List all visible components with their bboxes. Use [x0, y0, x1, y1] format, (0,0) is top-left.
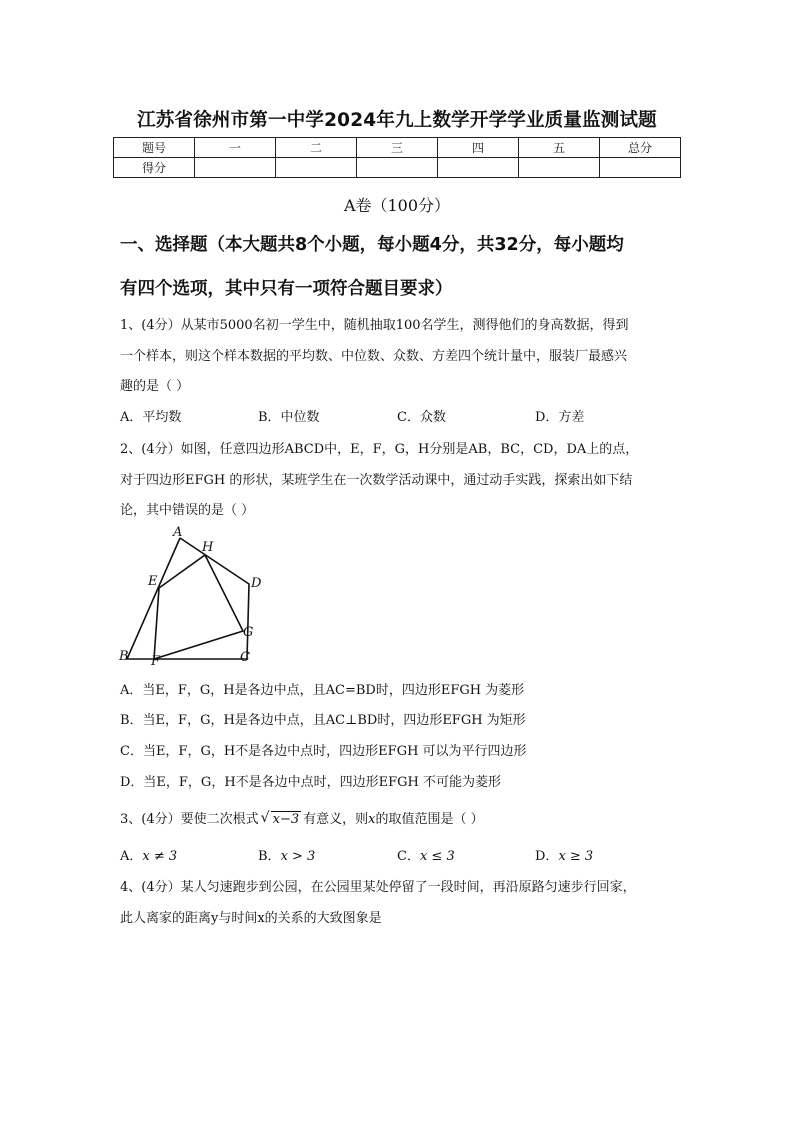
- q1-text-line2: 一个样本，则这个样本数据的平均数、中位数、众数、方差四个统计量中，服装厂最感兴: [120, 349, 628, 364]
- q1-option-d: D．方差: [535, 410, 585, 425]
- q4-text-line1: 4、(4分）某人匀速跑步到公园，在公园里某处停留了一段时间，再沿原路匀速步行回家，: [120, 880, 636, 895]
- score-header-cell: 四: [438, 138, 519, 158]
- q3-suffix-b: 的取值范围是（ ）: [375, 812, 484, 827]
- q2-option-a: A．当E，F，G，H是各边中点，且AC=BD时，四边形EFGH 为菱形: [120, 683, 525, 698]
- score-cell: [600, 158, 681, 178]
- q1-text-line3: 趣的是（ ）: [120, 379, 190, 394]
- score-table: [113, 137, 681, 178]
- score-header-cell: 三: [357, 138, 438, 158]
- score-header-cell: 二: [276, 138, 357, 158]
- label-c: C: [240, 650, 250, 665]
- quadrilateral-figure: [118, 522, 268, 670]
- score-cell: [195, 158, 276, 178]
- label-d: D: [251, 576, 262, 591]
- label-f: F: [151, 654, 161, 669]
- q2-option-c: C．当E，F，G，H不是各边中点时，四边形EFGH 可以为平行四边形: [120, 744, 527, 759]
- q2-text-line3: 论，其中错误的是（ ）: [120, 503, 255, 518]
- score-header-cell: 五: [519, 138, 600, 158]
- q1-option-c: C．众数: [397, 410, 446, 425]
- q3-option-c: C．x ≤ 3: [397, 849, 455, 864]
- part1-heading-line1: 一、选择题（本大题共8个小题，每小题4分，共32分，每小题均: [120, 235, 624, 255]
- label-e: E: [148, 574, 158, 589]
- score-cell: [276, 158, 357, 178]
- q2-text-line2: 对于四边形EFGH 的形状，某班学生在一次数学活动课中，通过动手实践，探索出如下结: [120, 473, 633, 488]
- q3-option-d: D．x ≥ 3: [535, 849, 594, 864]
- q4-text-line2: 此人离家的距离y与时间x的关系的大致图象是: [120, 911, 382, 926]
- label-b: B: [119, 649, 129, 664]
- score-table-score-row: [114, 158, 681, 178]
- label-h: H: [202, 540, 214, 555]
- q3-option-b: B．x > 3: [258, 849, 316, 864]
- q3-variable: x: [368, 812, 376, 827]
- q1-option-a: A．平均数: [120, 410, 182, 425]
- score-cell: [519, 158, 600, 178]
- section-a-title: A卷（100分）: [343, 196, 451, 215]
- q3-prefix: 3、(4分）要使二次根式: [120, 812, 259, 827]
- q2-option-b: B．当E，F，G，H是各边中点，且AC⊥BD时，四边形EFGH 为矩形: [120, 713, 526, 728]
- quadrilateral-abcd: [127, 538, 249, 659]
- q3-radicand: x−3: [272, 812, 300, 827]
- score-cell: [357, 158, 438, 178]
- q1-option-b: B．中位数: [258, 410, 320, 425]
- q2-option-d: D．当E，F，G，H不是各边中点时，四边形EFGH 不可能为菱形: [120, 775, 502, 790]
- score-cell: [438, 158, 519, 178]
- score-table-header-row: [114, 138, 681, 158]
- q3-option-a: A．x ≠ 3: [120, 849, 178, 864]
- q2-text-line1: 2、(4分）如图，任意四边形ABCD中，E，F，G，H分别是AB，BC，CD，DA上的点，: [120, 442, 639, 457]
- score-row-label: 得分: [114, 158, 195, 178]
- q3-radical: √ x−3: [260, 810, 300, 827]
- page-title: 江苏省徐州市第一中学2024年九上数学开学学业质量监测试题: [137, 110, 657, 131]
- q1-text-line1: 1、(4分）从某市5000名初一学生中，随机抽取100名学生，测得他们的身高数据，得到: [120, 318, 629, 333]
- q3-text: [120, 808, 690, 827]
- q3-suffix-a: 有意义，则: [303, 812, 369, 827]
- label-a: A: [173, 525, 183, 540]
- score-header-cell: 总分: [600, 138, 681, 158]
- score-header-cell: 题号: [114, 138, 195, 158]
- score-header-cell: 一: [195, 138, 276, 158]
- label-g: G: [243, 625, 254, 640]
- part1-heading-line2: 有四个选项，其中只有一项符合题目要求）: [120, 279, 453, 299]
